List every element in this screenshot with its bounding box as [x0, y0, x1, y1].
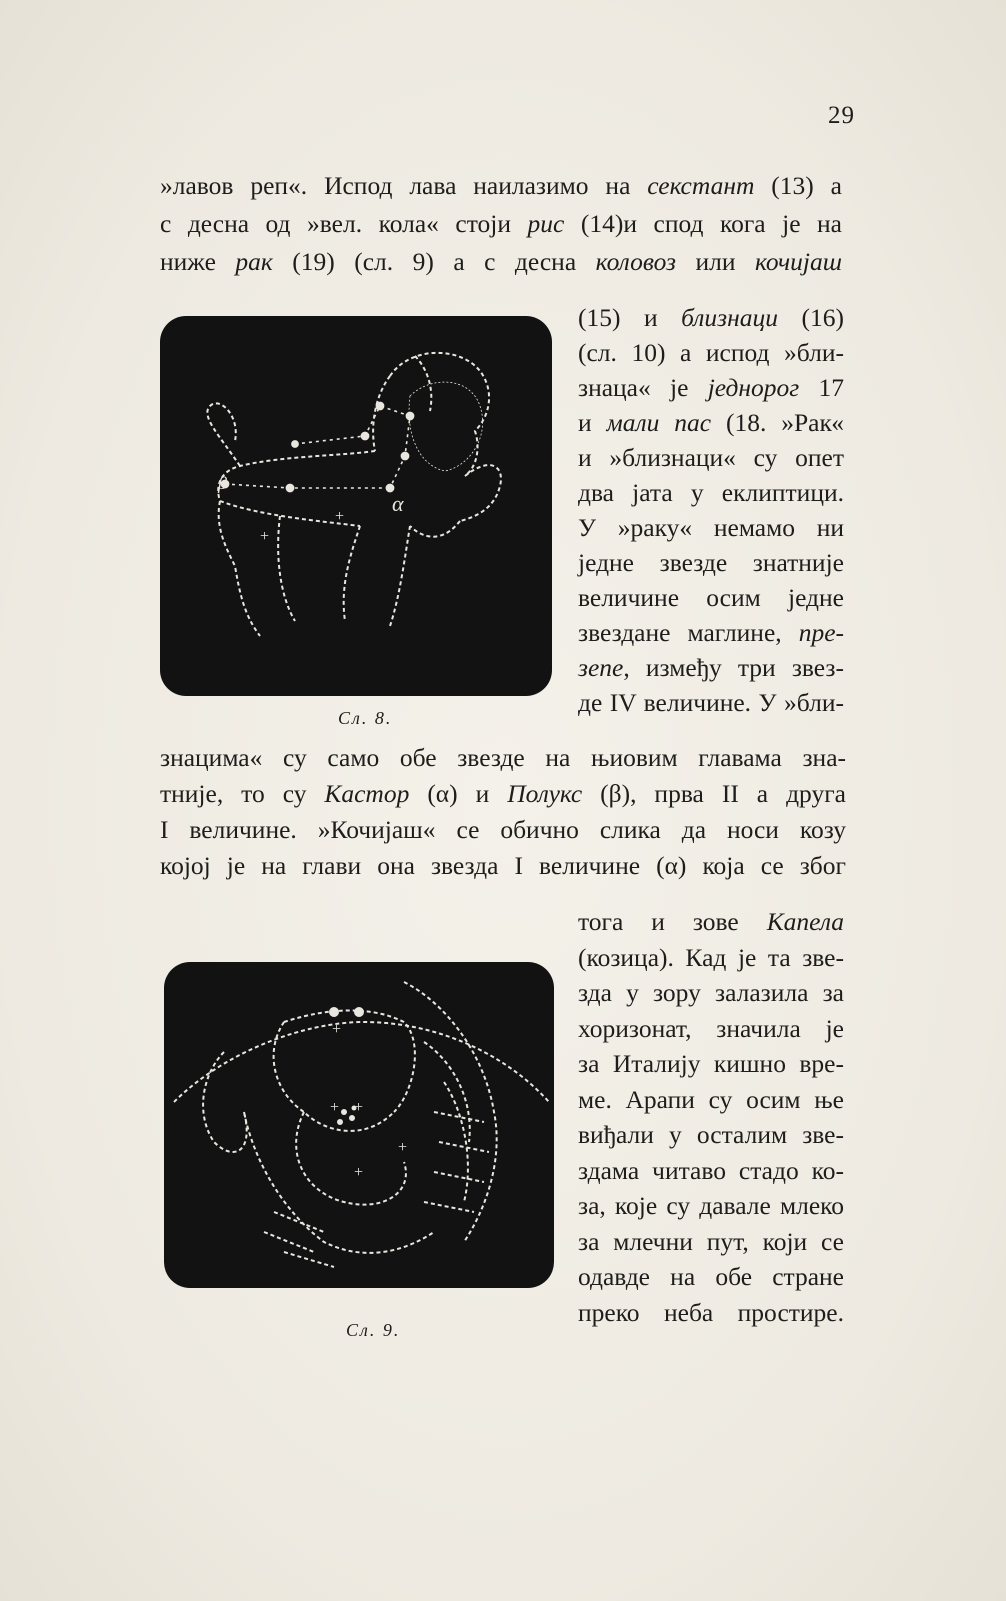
text-run: , између три звез-	[623, 653, 844, 682]
text-line	[578, 440, 844, 476]
text-run: за Италију кишно вре-	[578, 1049, 844, 1078]
text-run: (β), прва II а друга	[582, 779, 846, 808]
text-line	[578, 1224, 844, 1260]
text-run: (сл. 10) а испод »бли-	[578, 338, 844, 367]
leo-constellation-icon	[160, 316, 552, 696]
text-run: зда у зору залазила за	[578, 978, 844, 1007]
text-line	[578, 405, 844, 441]
alpha-label: α	[392, 491, 404, 516]
svg-text:+: +	[335, 508, 345, 525]
svg-text:+: +	[330, 1099, 340, 1116]
text-run: за, које су давале млеко	[578, 1191, 844, 1220]
text-line	[578, 650, 844, 686]
text-run: с десна од »вел. кола« стоји	[160, 209, 528, 238]
text-line	[160, 168, 842, 204]
svg-text:+: +	[398, 1139, 408, 1156]
figure-8-leo	[160, 316, 552, 696]
text-line	[160, 206, 842, 242]
text-line	[160, 848, 846, 884]
text-run: (14)и спод кога је на	[564, 209, 842, 238]
text-run: здама читаво стадо ко-	[578, 1155, 844, 1185]
text-line	[578, 1153, 844, 1189]
text-run: »лавов реп«. Испод лава наилазимо на	[160, 171, 648, 200]
text-run: тога и зове	[578, 907, 767, 936]
text-line	[578, 685, 844, 721]
text-line	[578, 300, 844, 336]
text-line	[578, 1011, 844, 1047]
text-run: хоризонат, значила је	[578, 1013, 844, 1043]
text-line	[160, 812, 846, 848]
italic-term: близнаци	[681, 303, 779, 332]
text-line	[578, 335, 844, 371]
text-run: (18. »Рак«	[711, 408, 844, 437]
text-line	[578, 1046, 844, 1082]
text-run: (13) а	[754, 171, 842, 200]
text-line	[578, 1188, 844, 1224]
text-run: за млечни пут, који се	[578, 1226, 844, 1256]
text-line	[578, 510, 844, 546]
text-run: или	[675, 247, 755, 276]
text-line	[578, 1117, 844, 1153]
svg-text:+: +	[260, 528, 270, 545]
text-line	[578, 1295, 844, 1331]
text-run: два јата у еклиптици.	[578, 478, 844, 507]
svg-text:+: +	[354, 1164, 364, 1181]
text-run: и »близнаци« су опет	[578, 443, 844, 472]
text-run: виђали у осталим зве-	[578, 1120, 844, 1149]
text-line	[578, 545, 844, 581]
figure-8-caption: Сл. 8.	[338, 708, 393, 728]
text-run: де IV величине. У »бли-	[578, 688, 844, 717]
italic-term: Капела	[766, 907, 844, 936]
italic-term: рис	[527, 209, 565, 238]
text-run: (козица). Кад је та зве-	[578, 942, 844, 972]
text-line	[578, 904, 844, 940]
text-run: (α) и	[409, 779, 508, 808]
text-run: (16)	[778, 303, 844, 332]
text-line	[160, 244, 842, 280]
text-line	[578, 475, 844, 511]
svg-text:+: +	[354, 1099, 364, 1116]
italic-term: пре-	[798, 618, 844, 647]
text-run: одавде на обе стране	[578, 1262, 844, 1291]
text-line	[578, 1259, 844, 1295]
text-line	[578, 940, 844, 976]
text-run: I величине. »Кочијаш« се обично слика да носи козу	[160, 815, 846, 844]
italic-term: кочијаш	[754, 247, 842, 276]
italic-term: једнорог	[707, 373, 800, 402]
text-run: којој је на глави она звезда I величине (α) која се због	[160, 851, 846, 880]
text-line	[578, 580, 844, 616]
beta-label: β	[218, 473, 227, 493]
figure-9-cancer	[164, 962, 554, 1288]
text-run: У »раку« немамо ни	[578, 513, 844, 542]
italic-term: коловоз	[595, 247, 676, 276]
cancer-constellation-icon	[164, 962, 554, 1288]
text-run: ме. Арапи су осим ње	[578, 1084, 844, 1114]
italic-term: зепе	[578, 653, 624, 682]
text-line	[578, 615, 844, 651]
italic-term: мали пас	[606, 408, 712, 437]
text-run: знацима« су само обе звезде на њиовим главама зна-	[160, 743, 846, 772]
text-line	[160, 776, 846, 812]
text-run: и	[578, 408, 607, 437]
italic-term: Полукс	[507, 779, 583, 808]
text-line	[578, 370, 844, 406]
text-run: тније, то су	[160, 779, 325, 808]
text-run: знаца« је	[578, 373, 708, 402]
italic-term: секстант	[647, 171, 755, 200]
figure-9-caption: Сл. 9.	[346, 1320, 401, 1340]
text-run: величине осим једне	[578, 583, 844, 612]
text-run: преко неба простире.	[578, 1297, 844, 1327]
italic-term: Кастор	[324, 779, 410, 808]
text-run: 17	[799, 373, 845, 402]
italic-term: рак	[235, 247, 273, 276]
text-run: (19) (сл. 9) а с десна	[272, 247, 596, 276]
text-line	[578, 1082, 844, 1118]
text-run: (15) и	[578, 303, 682, 332]
svg-text:+: +	[332, 1021, 342, 1038]
page-number: 29	[828, 102, 855, 129]
text-line	[160, 740, 846, 776]
text-run: ниже	[160, 247, 236, 276]
text-line	[578, 975, 844, 1011]
text-run: једне звезде знатније	[578, 548, 844, 577]
text-run: звездане маглине,	[578, 618, 799, 647]
